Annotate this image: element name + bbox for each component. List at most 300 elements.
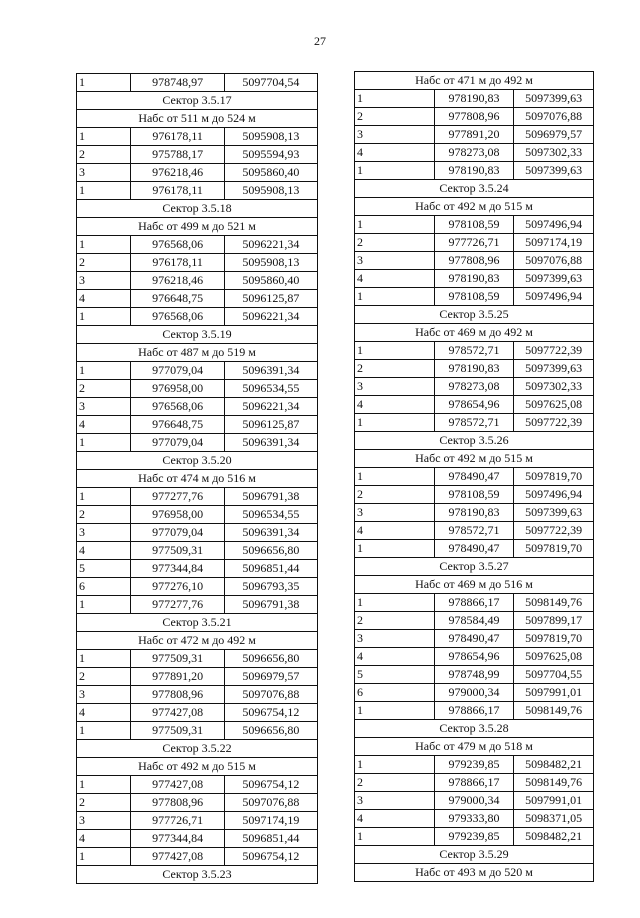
x-coordinate: 976568,06 — [131, 308, 224, 326]
sector-row — [77, 200, 318, 218]
x-coordinate: 978190,83 — [434, 504, 514, 522]
coordinate-row — [77, 794, 318, 812]
altitude-range-row — [77, 344, 318, 362]
coordinate-row — [355, 252, 594, 270]
coordinate-row — [77, 74, 318, 92]
y-coordinate: 5096534,55 — [224, 506, 317, 524]
point-number: 4 — [355, 810, 435, 828]
coordinate-row — [77, 254, 318, 272]
altitude-range-row — [77, 110, 318, 128]
y-coordinate: 5098482,21 — [514, 756, 594, 774]
coordinate-row — [355, 144, 594, 162]
point-number: 1 — [77, 776, 131, 794]
x-coordinate: 978748,97 — [131, 74, 224, 92]
y-coordinate: 5097899,17 — [514, 612, 594, 630]
point-number: 3 — [355, 252, 435, 270]
point-number: 2 — [77, 254, 131, 272]
x-coordinate: 977808,96 — [434, 252, 514, 270]
point-number: 3 — [355, 630, 435, 648]
x-coordinate: 976178,11 — [131, 182, 224, 200]
y-coordinate: 5097302,33 — [514, 378, 594, 396]
coordinate-row — [355, 234, 594, 252]
coordinates-table-right — [354, 71, 594, 882]
x-coordinate: 978190,83 — [434, 90, 514, 108]
point-number: 1 — [355, 594, 435, 612]
x-coordinate: 976568,06 — [131, 236, 224, 254]
y-coordinate: 5097174,19 — [224, 812, 317, 830]
point-number: 4 — [355, 144, 435, 162]
y-coordinate: 5097076,88 — [514, 252, 594, 270]
coordinate-row — [355, 756, 594, 774]
y-coordinate: 5095594,93 — [224, 146, 317, 164]
x-coordinate: 978190,83 — [434, 270, 514, 288]
y-coordinate: 5096125,87 — [224, 290, 317, 308]
y-coordinate: 5097496,94 — [514, 216, 594, 234]
x-coordinate: 978190,83 — [434, 360, 514, 378]
altitude-range-row — [77, 632, 318, 650]
x-coordinate: 978572,71 — [434, 342, 514, 360]
altitude-range: Набс от 469 м до 492 м — [355, 324, 594, 342]
coordinate-row — [355, 468, 594, 486]
coordinate-row — [355, 702, 594, 720]
altitude-range: Набс от 471 м до 492 м — [355, 72, 594, 90]
page-number: 27 — [314, 34, 326, 48]
altitude-range: Набс от 511 м до 524 м — [77, 110, 318, 128]
coordinate-row — [355, 666, 594, 684]
y-coordinate: 5095860,40 — [224, 272, 317, 290]
y-coordinate: 5096391,34 — [224, 434, 317, 452]
coordinate-row — [77, 830, 318, 848]
x-coordinate: 977509,31 — [131, 650, 224, 668]
coordinate-row — [355, 828, 594, 846]
point-number: 3 — [355, 126, 435, 144]
point-number: 2 — [355, 486, 435, 504]
x-coordinate: 977427,08 — [131, 848, 224, 866]
point-number: 3 — [77, 812, 131, 830]
coordinate-row — [355, 522, 594, 540]
x-coordinate: 976178,11 — [131, 254, 224, 272]
point-number: 2 — [355, 108, 435, 126]
x-coordinate: 977509,31 — [131, 542, 224, 560]
y-coordinate: 5097819,70 — [514, 468, 594, 486]
sector-title: Сектор 3.5.28 — [355, 720, 594, 738]
y-coordinate: 5096979,57 — [224, 668, 317, 686]
altitude-range: Набс от 479 м до 518 м — [355, 738, 594, 756]
coordinate-row — [77, 236, 318, 254]
y-coordinate: 5096221,34 — [224, 398, 317, 416]
coordinate-row — [355, 774, 594, 792]
sector-title: Сектор 3.5.25 — [355, 306, 594, 324]
y-coordinate: 5097076,88 — [514, 108, 594, 126]
altitude-range: Набс от 492 м до 515 м — [77, 758, 318, 776]
coordinate-row — [77, 416, 318, 434]
x-coordinate: 977344,84 — [131, 830, 224, 848]
y-coordinate: 5096221,34 — [224, 236, 317, 254]
coordinates-table-right-body — [355, 72, 594, 882]
x-coordinate: 978572,71 — [434, 522, 514, 540]
point-number: 1 — [77, 182, 131, 200]
x-coordinate: 976958,00 — [131, 380, 224, 398]
point-number: 1 — [77, 308, 131, 326]
y-coordinate: 5096754,12 — [224, 848, 317, 866]
point-number: 1 — [77, 128, 131, 146]
y-coordinate: 5097496,94 — [514, 486, 594, 504]
y-coordinate: 5097625,08 — [514, 648, 594, 666]
point-number: 5 — [355, 666, 435, 684]
coordinate-row — [355, 270, 594, 288]
x-coordinate: 976568,06 — [131, 398, 224, 416]
altitude-range-row — [355, 576, 594, 594]
altitude-range-row — [355, 738, 594, 756]
x-coordinate: 978490,47 — [434, 540, 514, 558]
point-number: 4 — [355, 396, 435, 414]
point-number: 4 — [355, 648, 435, 666]
y-coordinate: 5098482,21 — [514, 828, 594, 846]
point-number: 2 — [77, 146, 131, 164]
x-coordinate: 976958,00 — [131, 506, 224, 524]
y-coordinate: 5097496,94 — [514, 288, 594, 306]
x-coordinate: 977344,84 — [131, 560, 224, 578]
sector-row — [355, 558, 594, 576]
x-coordinate: 977891,20 — [131, 668, 224, 686]
sector-title: Сектор 3.5.29 — [355, 846, 594, 864]
point-number: 1 — [355, 288, 435, 306]
coordinate-row — [355, 594, 594, 612]
coordinate-row — [77, 848, 318, 866]
y-coordinate: 5096656,80 — [224, 542, 317, 560]
coordinate-row — [77, 542, 318, 560]
x-coordinate: 978572,71 — [434, 414, 514, 432]
y-coordinate: 5096793,35 — [224, 578, 317, 596]
coordinate-row — [77, 182, 318, 200]
sector-row — [77, 92, 318, 110]
y-coordinate: 5096791,38 — [224, 488, 317, 506]
y-coordinate: 5097174,19 — [514, 234, 594, 252]
point-number: 5 — [77, 560, 131, 578]
x-coordinate: 978654,96 — [434, 648, 514, 666]
y-coordinate: 5097399,63 — [514, 90, 594, 108]
y-coordinate: 5096754,12 — [224, 704, 317, 722]
coordinate-row — [77, 686, 318, 704]
y-coordinate: 5097625,08 — [514, 396, 594, 414]
y-coordinate: 5095908,13 — [224, 128, 317, 146]
point-number: 1 — [77, 434, 131, 452]
altitude-range-row — [77, 758, 318, 776]
coordinate-row — [355, 630, 594, 648]
point-number: 2 — [77, 794, 131, 812]
x-coordinate: 978866,17 — [434, 702, 514, 720]
x-coordinate: 976648,75 — [131, 290, 224, 308]
y-coordinate: 5097819,70 — [514, 540, 594, 558]
sector-row — [355, 846, 594, 864]
coordinate-row — [77, 776, 318, 794]
coordinate-row — [355, 108, 594, 126]
y-coordinate: 5096221,34 — [224, 308, 317, 326]
coordinate-row — [77, 506, 318, 524]
y-coordinate: 5096534,55 — [224, 380, 317, 398]
y-coordinate: 5097399,63 — [514, 162, 594, 180]
x-coordinate: 976218,46 — [131, 164, 224, 182]
altitude-range-row — [355, 450, 594, 468]
point-number: 1 — [77, 236, 131, 254]
y-coordinate: 5096656,80 — [224, 722, 317, 740]
y-coordinate: 5096125,87 — [224, 416, 317, 434]
x-coordinate: 978654,96 — [434, 396, 514, 414]
x-coordinate: 977079,04 — [131, 434, 224, 452]
point-number: 4 — [77, 704, 131, 722]
x-coordinate: 977891,20 — [434, 126, 514, 144]
y-coordinate: 5097076,88 — [224, 794, 317, 812]
y-coordinate: 5096851,44 — [224, 560, 317, 578]
sector-title: Сектор 3.5.24 — [355, 180, 594, 198]
coordinate-row — [355, 378, 594, 396]
altitude-range: Набс от 492 м до 515 м — [355, 450, 594, 468]
y-coordinate: 5098149,76 — [514, 774, 594, 792]
point-number: 4 — [77, 416, 131, 434]
coordinate-row — [77, 524, 318, 542]
point-number: 4 — [77, 542, 131, 560]
x-coordinate: 978273,08 — [434, 144, 514, 162]
point-number: 6 — [355, 684, 435, 702]
point-number: 1 — [355, 756, 435, 774]
x-coordinate: 977079,04 — [131, 524, 224, 542]
point-number: 4 — [77, 830, 131, 848]
point-number: 1 — [355, 702, 435, 720]
sector-row — [77, 452, 318, 470]
x-coordinate: 978490,47 — [434, 630, 514, 648]
point-number: 4 — [355, 522, 435, 540]
y-coordinate: 5097399,63 — [514, 360, 594, 378]
coordinate-row — [355, 414, 594, 432]
y-coordinate: 5095908,13 — [224, 182, 317, 200]
x-coordinate: 978108,59 — [434, 486, 514, 504]
sector-row — [355, 306, 594, 324]
point-number: 2 — [355, 612, 435, 630]
coordinate-row — [77, 668, 318, 686]
y-coordinate: 5096656,80 — [224, 650, 317, 668]
coordinate-row — [355, 612, 594, 630]
coordinate-row — [77, 146, 318, 164]
coordinate-row — [77, 434, 318, 452]
coordinate-row — [355, 396, 594, 414]
sector-row — [77, 614, 318, 632]
point-number: 1 — [77, 722, 131, 740]
sector-title: Сектор 3.5.27 — [355, 558, 594, 576]
point-number: 1 — [77, 650, 131, 668]
point-number: 2 — [77, 668, 131, 686]
altitude-range-row — [77, 218, 318, 236]
coordinate-row — [77, 578, 318, 596]
coordinate-row — [77, 812, 318, 830]
point-number: 2 — [77, 506, 131, 524]
point-number: 3 — [355, 792, 435, 810]
coordinate-row — [77, 362, 318, 380]
coordinate-row — [355, 648, 594, 666]
sector-title: Сектор 3.5.23 — [77, 866, 318, 884]
point-number: 1 — [355, 342, 435, 360]
coordinate-row — [77, 560, 318, 578]
x-coordinate: 977277,76 — [131, 596, 224, 614]
x-coordinate: 978490,47 — [434, 468, 514, 486]
coordinate-row — [77, 596, 318, 614]
y-coordinate: 5096391,34 — [224, 524, 317, 542]
point-number: 3 — [355, 378, 435, 396]
point-number: 1 — [77, 74, 131, 92]
point-number: 1 — [355, 828, 435, 846]
point-number: 1 — [355, 540, 435, 558]
x-coordinate: 977427,08 — [131, 776, 224, 794]
altitude-range-row — [355, 864, 594, 882]
coordinate-row — [355, 288, 594, 306]
x-coordinate: 977276,10 — [131, 578, 224, 596]
y-coordinate: 5097722,39 — [514, 342, 594, 360]
point-number: 1 — [355, 90, 435, 108]
point-number: 4 — [77, 290, 131, 308]
coordinate-row — [355, 216, 594, 234]
sector-title: Сектор 3.5.21 — [77, 614, 318, 632]
coordinates-table-left-body — [77, 74, 318, 884]
coordinate-row — [355, 90, 594, 108]
y-coordinate: 5097819,70 — [514, 630, 594, 648]
x-coordinate: 976648,75 — [131, 416, 224, 434]
point-number: 3 — [77, 398, 131, 416]
point-number: 3 — [77, 686, 131, 704]
point-number: 1 — [77, 848, 131, 866]
x-coordinate: 975788,17 — [131, 146, 224, 164]
sector-row — [355, 180, 594, 198]
altitude-range: Набс от 469 м до 516 м — [355, 576, 594, 594]
altitude-range-row — [355, 324, 594, 342]
x-coordinate: 978866,17 — [434, 594, 514, 612]
x-coordinate: 978273,08 — [434, 378, 514, 396]
x-coordinate: 978190,83 — [434, 162, 514, 180]
y-coordinate: 5097991,01 — [514, 684, 594, 702]
x-coordinate: 976218,46 — [131, 272, 224, 290]
point-number: 2 — [355, 774, 435, 792]
coordinate-row — [355, 486, 594, 504]
y-coordinate: 5096391,34 — [224, 362, 317, 380]
sector-row — [355, 720, 594, 738]
sector-row — [77, 740, 318, 758]
x-coordinate: 978748,99 — [434, 666, 514, 684]
point-number: 1 — [355, 162, 435, 180]
x-coordinate: 979333,80 — [434, 810, 514, 828]
coordinate-row — [77, 722, 318, 740]
y-coordinate: 5098371,05 — [514, 810, 594, 828]
altitude-range-row — [355, 72, 594, 90]
x-coordinate: 977808,96 — [131, 794, 224, 812]
y-coordinate: 5097399,63 — [514, 270, 594, 288]
x-coordinate: 979000,34 — [434, 792, 514, 810]
coordinate-row — [77, 650, 318, 668]
coordinate-row — [77, 164, 318, 182]
y-coordinate: 5096754,12 — [224, 776, 317, 794]
y-coordinate: 5096791,38 — [224, 596, 317, 614]
x-coordinate: 979239,85 — [434, 828, 514, 846]
point-number: 1 — [355, 216, 435, 234]
coordinate-row — [355, 810, 594, 828]
y-coordinate: 5097991,01 — [514, 792, 594, 810]
x-coordinate: 978584,49 — [434, 612, 514, 630]
x-coordinate: 976178,11 — [131, 128, 224, 146]
x-coordinate: 977079,04 — [131, 362, 224, 380]
point-number: 1 — [77, 596, 131, 614]
coordinate-row — [355, 792, 594, 810]
point-number: 3 — [77, 164, 131, 182]
altitude-range-row — [355, 198, 594, 216]
altitude-range: Набс от 493 м до 520 м — [355, 864, 594, 882]
point-number: 6 — [77, 578, 131, 596]
coordinate-row — [77, 128, 318, 146]
sector-title: Сектор 3.5.20 — [77, 452, 318, 470]
coordinate-row — [355, 162, 594, 180]
coordinate-row — [355, 360, 594, 378]
altitude-range: Набс от 487 м до 519 м — [77, 344, 318, 362]
coordinate-row — [355, 684, 594, 702]
coordinate-row — [355, 504, 594, 522]
coordinate-row — [355, 540, 594, 558]
coordinate-row — [77, 308, 318, 326]
point-number: 1 — [77, 488, 131, 506]
point-number: 3 — [355, 504, 435, 522]
sector-row — [77, 866, 318, 884]
sector-title: Сектор 3.5.19 — [77, 326, 318, 344]
y-coordinate: 5095860,40 — [224, 164, 317, 182]
sector-row — [77, 326, 318, 344]
y-coordinate: 5097704,55 — [514, 666, 594, 684]
y-coordinate: 5096979,57 — [514, 126, 594, 144]
y-coordinate: 5098149,76 — [514, 594, 594, 612]
point-number: 1 — [77, 362, 131, 380]
coordinate-row — [77, 290, 318, 308]
y-coordinate: 5095908,13 — [224, 254, 317, 272]
altitude-range: Набс от 499 м до 521 м — [77, 218, 318, 236]
point-number: 1 — [355, 468, 435, 486]
altitude-range: Набс от 492 м до 515 м — [355, 198, 594, 216]
y-coordinate: 5097302,33 — [514, 144, 594, 162]
coordinate-row — [77, 704, 318, 722]
coordinate-row — [77, 398, 318, 416]
x-coordinate: 977726,71 — [131, 812, 224, 830]
x-coordinate: 977808,96 — [131, 686, 224, 704]
coordinate-row — [77, 488, 318, 506]
sector-title: Сектор 3.5.18 — [77, 200, 318, 218]
x-coordinate: 978108,59 — [434, 288, 514, 306]
sector-title: Сектор 3.5.22 — [77, 740, 318, 758]
y-coordinate: 5097722,39 — [514, 414, 594, 432]
coordinate-row — [355, 342, 594, 360]
x-coordinate: 977726,71 — [434, 234, 514, 252]
x-coordinate: 978108,59 — [434, 216, 514, 234]
sector-title: Сектор 3.5.26 — [355, 432, 594, 450]
y-coordinate: 5097722,39 — [514, 522, 594, 540]
altitude-range-row — [77, 470, 318, 488]
y-coordinate: 5097704,54 — [224, 74, 317, 92]
altitude-range: Набс от 474 м до 516 м — [77, 470, 318, 488]
point-number: 3 — [77, 524, 131, 542]
coordinate-row — [77, 272, 318, 290]
altitude-range: Набс от 472 м до 492 м — [77, 632, 318, 650]
coordinate-row — [77, 380, 318, 398]
point-number: 2 — [355, 360, 435, 378]
y-coordinate: 5098149,76 — [514, 702, 594, 720]
x-coordinate: 977808,96 — [434, 108, 514, 126]
sector-title: Сектор 3.5.17 — [77, 92, 318, 110]
x-coordinate: 979000,34 — [434, 684, 514, 702]
coordinates-table-left — [76, 73, 318, 884]
point-number: 4 — [355, 270, 435, 288]
point-number: 2 — [77, 380, 131, 398]
